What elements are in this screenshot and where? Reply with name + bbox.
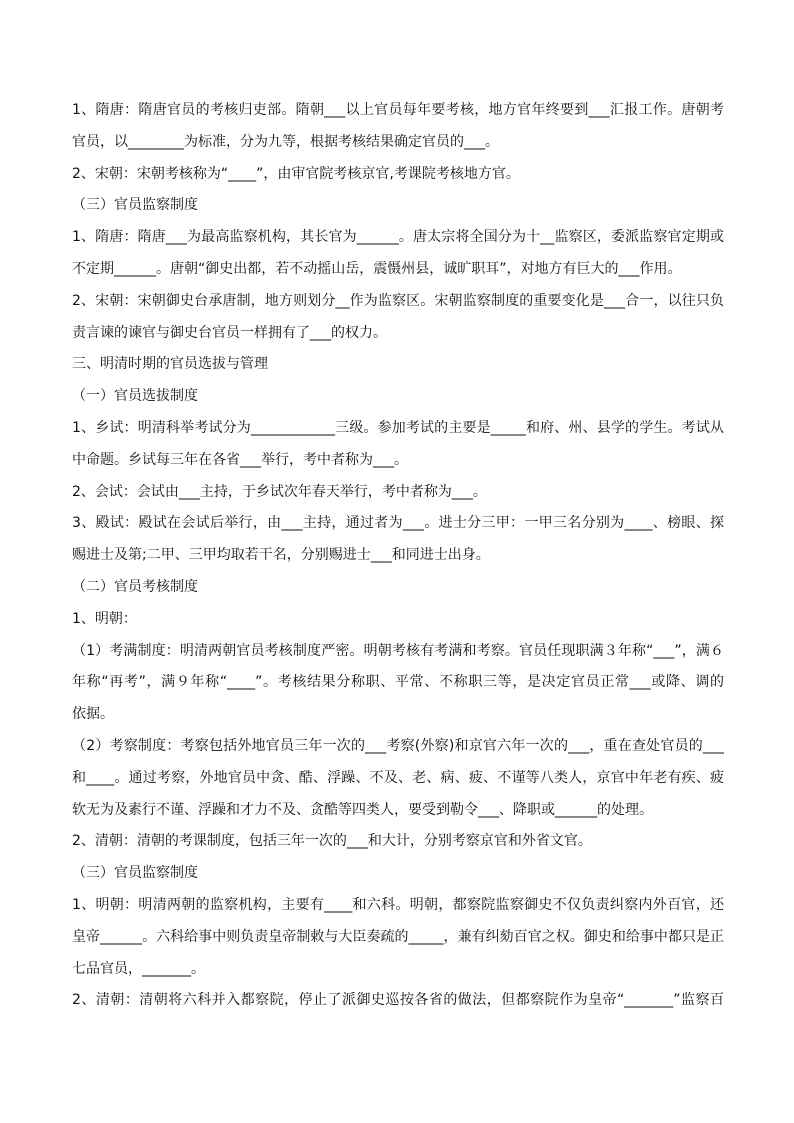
text-line: 依据。 [72,706,114,723]
text-line: 七品官员，_______。 [72,960,205,977]
text-line: （2）考察制度：考察包括外地官员三年一次的___考察(外察)和京官六年一次的___，重在查处官员的___ [72,737,724,754]
text-line: 2、宋朝：宋朝御史台承唐制，地方则划分__作为监察区。宋朝监察制度的重要变化是___合一，以往只负 [72,292,724,309]
section-heading: （三）官员监察制度 [72,865,198,882]
chapter-heading: 三、明清时期的官员选拔与管理 [72,356,268,373]
text-line: 年称“再考”，满９年称“____”。考核结果分称职、平常、不称职三等，是决定官员正常___或降、调的 [72,674,724,691]
text-line: 中命题。乡试每三年在各省___举行，考中者称为___。 [72,451,408,468]
text-line: 3、殿试：殿试在会试后举行，由___主持，通过者为___。进士分三甲：一甲三名分别为____、榜眼、探 [72,515,724,532]
subsection-heading: 1、明朝： [72,610,137,627]
text-line: 1、隋唐：隋唐___为最高监察机构，其长官为______。唐太宗将全国分为十__监察区，委派监察官定期或 [72,229,724,246]
section-heading: （一）官员选拔制度 [72,388,198,405]
section-heading: （二）官员考核制度 [72,578,198,595]
text-line: 官员，以________为标准，分为九等，根据考核结果确定官员的___。 [72,133,499,150]
document-body [72,95,724,1017]
section-heading: （三）官员监察制度 [72,197,198,214]
text-line: 责言谏的谏官与御史台官员一样拥有了___的权力。 [72,324,387,341]
text-line: 1、乡试：明清科举考试分为____________三级。参加考试的主要是_____和府、州、县学的学生。考试从 [72,419,724,436]
text-line: 赐进士及第;二甲、三甲均取若干名，分别赐进士___和同进士出身。 [72,547,490,564]
text-line: 2、清朝：清朝的考课制度，包括三年一次的___和大计，分别考察京官和外省文官。 [72,833,592,850]
text-line: 皇帝______。六科给事中则负责皇帝制敕与大臣奏疏的_____，兼有纠劾百官之权。御史和给事中都只是正 [72,928,724,945]
text-line: 2、宋朝：宋朝考核称为“____”，由审官院考核京官,考课院考核地方官。 [72,165,520,182]
text-line: 软无为及素行不谨、浮躁和才力不及、贪酷等四类人，要受到勒令___、降职或______的处理。 [72,801,653,818]
text-line: 1、明朝：明清两朝的监察机构，主要有____和六科。明朝，都察院监察御史不仅负责纠察内外百官，还 [72,896,724,913]
text-line: 2、会试：会试由___主持，于乡试次年春天举行，考中者称为___。 [72,483,487,500]
text-line: 和____。通过考察，外地官员中贪、酷、浮躁、不及、老、病、疲、不谨等八类人，京官中年老有疾、疲 [72,769,724,786]
text-line: 2、清朝：清朝将六科并入都察院，停止了派御史巡按各省的做法，但都察院作为皇帝“_______”监察百 [72,992,724,1009]
text-line: （1）考满制度：明清两朝官员考核制度严密。明朝考核有考满和考察。官员任现职满３年称“___”，满６ [72,642,724,659]
text-line: 1、隋唐：隋唐官员的考核归吏部。隋朝___以上官员每年要考核，地方官年终要到___汇报工作。唐朝考 [72,102,724,118]
text-line: 不定期______。唐朝“御史出都，若不动摇山岳，震慑州县，诚旷职耳”，对地方有巨大的___作用。 [72,260,682,277]
